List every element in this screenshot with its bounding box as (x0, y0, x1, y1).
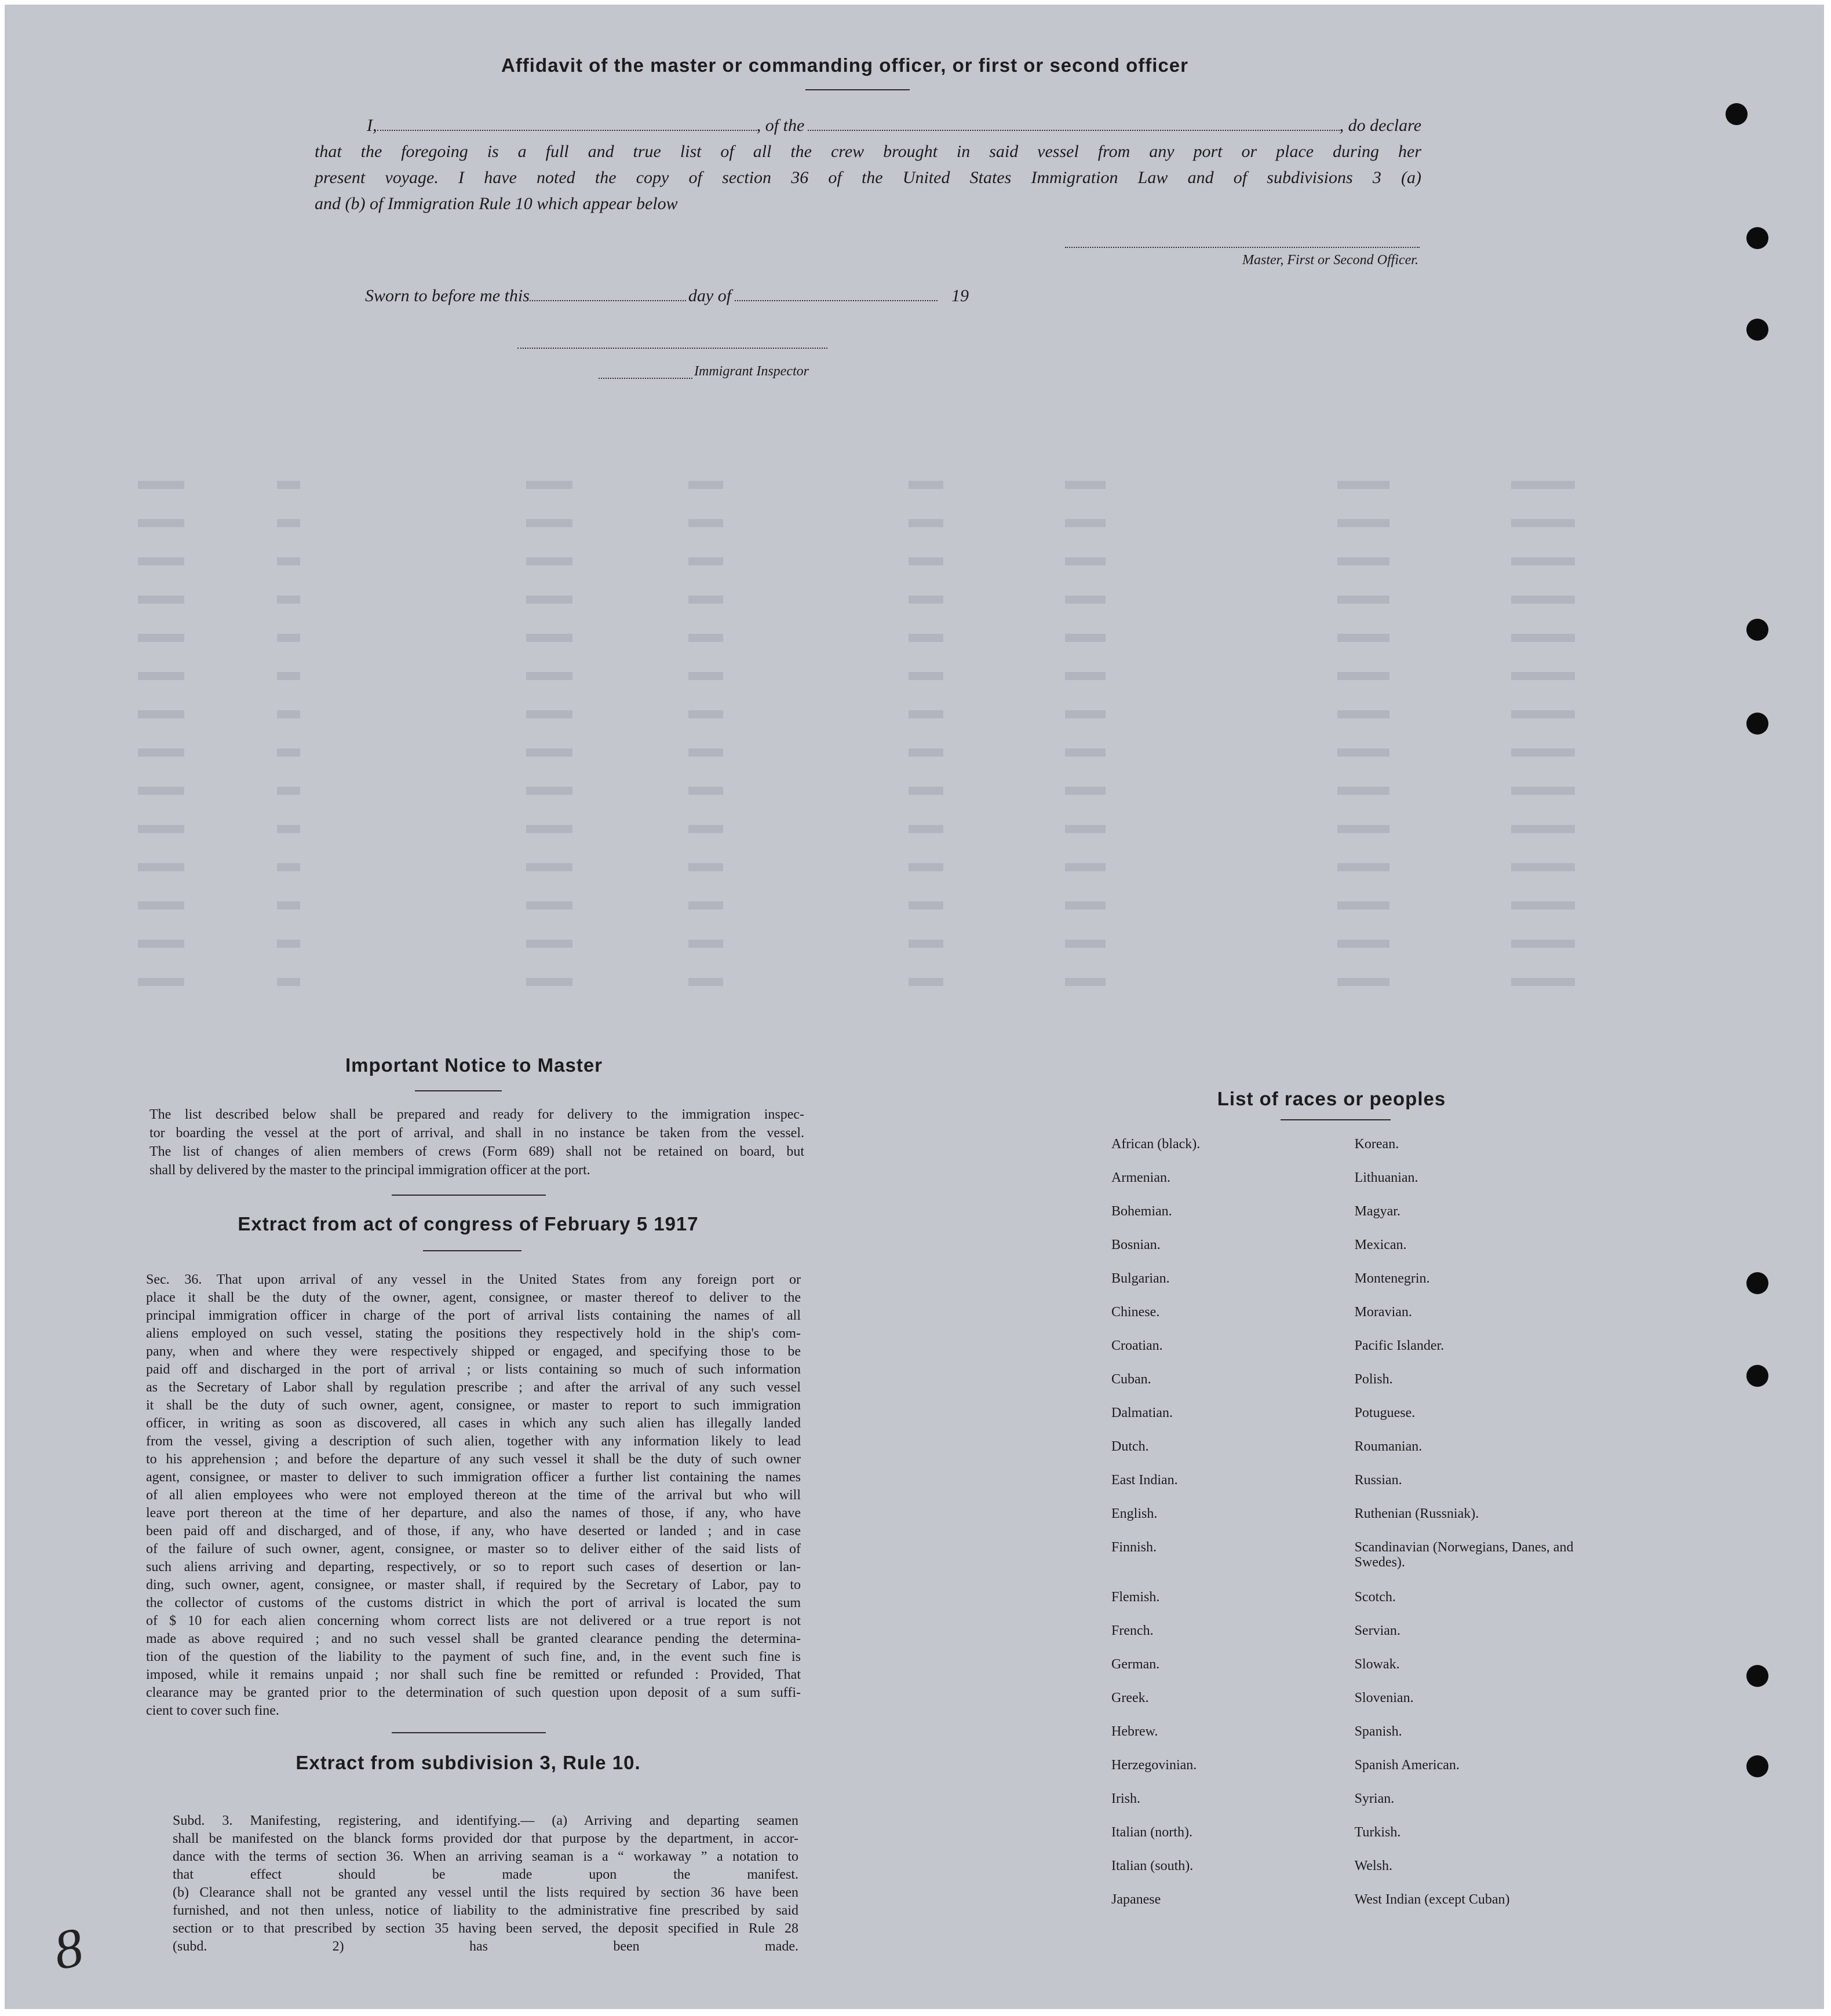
ghost-mark (1337, 787, 1389, 795)
ghost-mark (1337, 557, 1389, 565)
text-line: (b) Clearance shall not be granted any vessel until the lists required by section 36 have been (173, 1885, 798, 1900)
race-right: Scotch. (1354, 1590, 1396, 1605)
ghost-mark (138, 940, 184, 948)
race-left: Dutch. (1111, 1439, 1149, 1454)
ghost-mark (526, 519, 572, 527)
ghost-mark (909, 940, 943, 948)
ghost-mark (1511, 634, 1575, 642)
text-line: cient to cover such fine. (146, 1703, 279, 1718)
ghost-mark (277, 748, 300, 757)
ghost-mark (1511, 672, 1575, 680)
race-right: West Indian (except Cuban) (1354, 1892, 1510, 1907)
ghost-mark (277, 596, 300, 604)
ghost-mark (688, 901, 723, 910)
race-row (1111, 1825, 1575, 1858)
race-row (1111, 1758, 1575, 1791)
race-right: Welsh. (1354, 1858, 1392, 1873)
text-line: officer, in writing as soon as discovered, all cases in which any such alien has illegally landed (146, 1416, 801, 1431)
ghost-mark (1065, 825, 1106, 833)
signature-line[interactable] (1065, 247, 1420, 248)
ghost-mark (277, 978, 300, 986)
race-left: Hebrew. (1111, 1724, 1158, 1739)
race-right: Slovenian. (1354, 1690, 1414, 1705)
notice-divider (392, 1195, 546, 1196)
text-line: as the Secretary of Labor shall by regulation prescribe ; and after the arrival of any such vessel (146, 1380, 801, 1395)
ghost-mark (1337, 825, 1389, 833)
ghost-mark (909, 519, 943, 527)
ghost-mark (1065, 481, 1106, 489)
ghost-mark (526, 748, 572, 757)
text-line: leave port thereon at the time of her departure, and also the names of those, if any, who have (146, 1506, 801, 1521)
race-right: Lithuanian. (1354, 1170, 1418, 1185)
race-right: Spanish. (1354, 1724, 1402, 1739)
sworn-month-blank[interactable] (735, 300, 938, 301)
text-line: section or to that prescribed by section 35 having been served, the deposit specified in Rule 28 (173, 1921, 798, 1936)
text-line: such aliens arriving and departing, respectively, or so to report such cases of desertion or lan- (146, 1560, 801, 1575)
race-row (1111, 1506, 1575, 1540)
ghost-mark (909, 863, 943, 871)
race-left: Bulgarian. (1111, 1271, 1170, 1286)
ghost-mark (909, 748, 943, 757)
ghost-mark (1337, 519, 1389, 527)
ghost-mark (1065, 787, 1106, 795)
text-line: from the vessel, giving a description of such alien, together with any information likely to lead (146, 1434, 801, 1449)
ghost-mark (1065, 519, 1106, 527)
act-rule (423, 1250, 521, 1251)
race-left: Armenian. (1111, 1170, 1170, 1185)
ghost-mark (526, 710, 572, 718)
ghost-mark (1065, 863, 1106, 871)
ghost-mark (138, 710, 184, 718)
punch-hole (1746, 1665, 1768, 1687)
rule-title: Extract from subdivision 3, Rule 10. (296, 1752, 641, 1773)
text-line: Sec. 36. That upon arrival of any vessel in the United States from any foreign port or (146, 1272, 801, 1287)
race-left: Italian (south). (1111, 1858, 1194, 1873)
races-rule (1281, 1119, 1391, 1120)
ghost-mark (688, 748, 723, 757)
ghost-mark (526, 940, 572, 948)
ghost-mark (1511, 519, 1575, 527)
text-line: paid off and discharged in the port of arrival ; or lists containing so much of such information (146, 1362, 801, 1377)
ghost-mark (1065, 634, 1106, 642)
inspector-signature-line[interactable] (517, 348, 827, 349)
ghost-mark (277, 787, 300, 795)
ghost-mark (688, 481, 723, 489)
ghost-mark (688, 557, 723, 565)
race-right: Slowak. (1354, 1657, 1400, 1672)
page-number: 8 (49, 1915, 87, 1982)
ghost-mark (526, 596, 572, 604)
ghost-mark (1511, 901, 1575, 910)
race-right: Scandinavian (Norwegians, Danes, and Swedes). (1354, 1540, 1574, 1570)
text-line: of the failure of such owner, agent, consignee, or master so to deliver either of the said lists of (146, 1542, 801, 1557)
text-line: tor boarding the vessel at the port of arrival, and shall in no instance be taken from the vessel. (149, 1126, 804, 1141)
races-table (1111, 1137, 1575, 1926)
race-row (1111, 1204, 1575, 1237)
text-line: furnished, and not then unless, notice of liability to the administrative fine prescribed by said (173, 1903, 798, 1918)
ghost-mark (1511, 596, 1575, 604)
punch-hole (1746, 227, 1768, 249)
ghost-mark (1337, 634, 1389, 642)
ghost-mark (526, 672, 572, 680)
punch-hole (1726, 103, 1748, 125)
text-line: it shall be the duty of such owner, agent, consignee, or master to report to such immigration (146, 1398, 801, 1413)
race-left: English. (1111, 1506, 1158, 1521)
punch-hole (1746, 319, 1768, 341)
race-left: Dalmatian. (1111, 1405, 1173, 1420)
ghost-mark (909, 672, 943, 680)
ghost-mark (688, 672, 723, 680)
text-line: pany, when and where they were respectively shipped or engaged, and specifying those to be (146, 1344, 801, 1359)
text-line: the collector of customs of the customs district in which the port of arrival is located the sum (146, 1595, 801, 1610)
race-left: African (black). (1111, 1137, 1201, 1152)
text-line: place it shall be the duty of the owner, agent, consignee, or master thereof to deliver to the (146, 1290, 801, 1305)
text-line: dance with the terms of section 36. When an arriving seaman is a “ workaway ” a notation to (173, 1849, 798, 1864)
notice-text (149, 1105, 804, 1179)
ghost-mark (1511, 557, 1575, 565)
text-line: The list described below shall be prepared and ready for delivery to the immigration inspec- (149, 1107, 804, 1122)
punch-hole (1746, 1365, 1768, 1387)
text-line: agent, consignee, or master to deliver to such immigration officer a further list containing the names (146, 1470, 801, 1485)
race-row (1111, 1271, 1575, 1305)
ghost-mark (1065, 557, 1106, 565)
ghost-mark (688, 596, 723, 604)
race-row (1111, 1892, 1575, 1926)
ghost-mark (526, 863, 572, 871)
text-line: aliens employed on such vessel, stating the positions they respectively hold in the ship's com- (146, 1326, 801, 1341)
text-line: The list of changes of alien members of crews (Form 689) shall not be retained on board, but (149, 1144, 804, 1159)
manifest-page (5, 5, 1824, 2009)
sworn-day-of: day of (688, 286, 732, 305)
act-title: Extract from act of congress of February 5 1917 (238, 1213, 699, 1235)
ghost-mark (277, 901, 300, 910)
ghost-mark (138, 596, 184, 604)
race-left: Croatian. (1111, 1338, 1163, 1353)
ghost-mark (1337, 863, 1389, 871)
sworn-year: 19 (951, 286, 969, 305)
ghost-mark (909, 901, 943, 910)
text-line: of $ 10 for each alien concerning whom correct lists are not delivered or a true report is not (146, 1613, 801, 1628)
ghost-mark (277, 519, 300, 527)
punch-hole (1746, 1272, 1768, 1294)
ghost-mark (688, 825, 723, 833)
ghost-mark (688, 634, 723, 642)
ghost-mark (1511, 940, 1575, 948)
ghost-mark (1337, 978, 1389, 986)
race-left: Italian (north). (1111, 1825, 1192, 1840)
race-left: Finnish. (1111, 1540, 1157, 1555)
race-row (1111, 1590, 1575, 1623)
sworn-label: Sworn to before me this (365, 286, 530, 305)
name-blank[interactable] (377, 129, 757, 131)
ghost-mark (1337, 748, 1389, 757)
ghost-mark (277, 557, 300, 565)
race-right: Polish. (1354, 1372, 1393, 1387)
ghost-mark (277, 481, 300, 489)
ghost-mark (1511, 863, 1575, 871)
inspector-label: Immigrant Inspector (694, 364, 809, 379)
ghost-mark (526, 634, 572, 642)
race-row (1111, 1305, 1575, 1338)
race-right: Magyar. (1354, 1204, 1400, 1219)
ghost-mark (1337, 672, 1389, 680)
affidavit-of-the: , of the (756, 116, 805, 135)
ghost-mark (138, 519, 184, 527)
ghost-mark (526, 481, 572, 489)
affidavit-line-3: present voyage. I have noted the copy of section 36 of the United States Immigration Law and of subdivisions 3 (a) (315, 168, 1421, 187)
race-right: Mexican. (1354, 1237, 1407, 1252)
ghost-mark (1511, 978, 1575, 986)
ghost-mark (1511, 481, 1575, 489)
text-line: principal immigration officer in charge of the port of arrival lists containing the names of all (146, 1308, 801, 1323)
ghost-mark (909, 596, 943, 604)
race-row (1111, 1690, 1575, 1724)
race-row (1111, 1137, 1575, 1170)
race-row (1111, 1657, 1575, 1690)
ghost-mark (1337, 481, 1389, 489)
ghost-mark (909, 557, 943, 565)
race-right: Russian. (1354, 1473, 1402, 1488)
ghost-mark (277, 863, 300, 871)
ghost-mark (688, 940, 723, 948)
sworn-day-blank[interactable] (530, 300, 686, 301)
races-title: List of races or peoples (1217, 1088, 1446, 1109)
race-row (1111, 1372, 1575, 1405)
race-row (1111, 1724, 1575, 1758)
race-left: Chinese. (1111, 1305, 1160, 1320)
ghost-mark (688, 787, 723, 795)
text-line: made as above required ; and no such vessel shall be granted clearance pending the determina- (146, 1631, 801, 1646)
affidavit-title: Affidavit of the master or commanding officer, or first or second officer (501, 54, 1188, 76)
race-row (1111, 1473, 1575, 1506)
race-row (1111, 1540, 1575, 1590)
ghost-mark (138, 748, 184, 757)
punch-hole (1746, 1755, 1768, 1777)
race-row (1111, 1791, 1575, 1825)
race-right: Spanish American. (1354, 1758, 1460, 1773)
race-row (1111, 1858, 1575, 1892)
affidavit-declaration (315, 112, 1421, 217)
signature-label: Master, First or Second Officer. (1242, 253, 1418, 268)
ghost-mark (688, 863, 723, 871)
ghost-mark (1065, 596, 1106, 604)
ghost-mark (1065, 940, 1106, 948)
race-right: Korean. (1354, 1137, 1399, 1152)
ghost-mark (1337, 710, 1389, 718)
race-right: Roumanian. (1354, 1439, 1423, 1454)
ghost-mark (138, 557, 184, 565)
punch-hole (1746, 619, 1768, 641)
ghost-mark (277, 825, 300, 833)
race-left: Herzegovinian. (1111, 1758, 1197, 1773)
ghost-mark (138, 825, 184, 833)
text-line: tion of the question of the liability to the payment of such fine, and, in the event such fine is (146, 1649, 801, 1664)
race-row (1111, 1338, 1575, 1372)
race-left: Bosnian. (1111, 1237, 1161, 1252)
ghost-mark (526, 901, 572, 910)
race-right: Montenegrin. (1354, 1271, 1430, 1286)
ghost-mark (1511, 825, 1575, 833)
text-line: clearance may be granted prior to the determination of such question upon deposit of a sum suffi- (146, 1685, 801, 1700)
ghost-mark (138, 787, 184, 795)
text-line: been paid off and discharged, and of those, if any, who have deserted or landed ; and in case (146, 1524, 801, 1539)
ghost-mark (526, 787, 572, 795)
ghost-mark (138, 634, 184, 642)
ghost-mark (688, 519, 723, 527)
ghost-mark (1337, 596, 1389, 604)
ghost-mark (277, 940, 300, 948)
ghost-mark (277, 634, 300, 642)
race-left: Irish. (1111, 1791, 1140, 1806)
ghost-mark (277, 672, 300, 680)
ghost-mark (688, 978, 723, 986)
affidavit-i: I, (367, 116, 377, 135)
punch-hole (1746, 713, 1768, 735)
race-right: Syrian. (1354, 1791, 1395, 1806)
race-left: Flemish. (1111, 1590, 1160, 1605)
text-line: to his apprehension ; and before the departure of any such vessel it shall be the duty of such owner (146, 1452, 801, 1467)
rule-text (173, 1812, 798, 1956)
text-line: (subd. 2) has been made. (173, 1939, 798, 1954)
race-right: Moravian. (1354, 1305, 1412, 1320)
ghost-mark (138, 481, 184, 489)
race-left: East Indian. (1111, 1473, 1178, 1488)
ghost-mark (526, 825, 572, 833)
text-line: that effect should be made upon the manifest. (173, 1867, 798, 1882)
ghost-mark (1065, 710, 1106, 718)
ghost-mark (909, 710, 943, 718)
inspector-short-line (599, 378, 692, 379)
ghost-mark (138, 901, 184, 910)
title-rule (805, 89, 910, 90)
sworn-line (365, 286, 1060, 306)
ghost-mark (688, 710, 723, 718)
text-line: of all alien employees who were not employed thereon at the time of the arrival but who will (146, 1488, 801, 1503)
ghost-mark (1065, 978, 1106, 986)
ghost-mark (138, 863, 184, 871)
text-line: shall by delivered by the master to the principal immigration officer at the port. (149, 1163, 590, 1178)
affidavit-line-2: that the foregoing is a full and true list of all the crew brought in said vessel from any port or place during her (315, 142, 1421, 161)
ghost-mark (1511, 787, 1575, 795)
ghost-mark (1511, 748, 1575, 757)
race-row (1111, 1439, 1575, 1473)
ghost-mark (909, 825, 943, 833)
ghost-mark (1065, 748, 1106, 757)
race-row (1111, 1237, 1575, 1271)
text-line: shall be manifested on the blanck forms provided dor that purpose by the department, in accor- (173, 1831, 798, 1846)
ghost-mark (138, 978, 184, 986)
ghost-mark (138, 672, 184, 680)
text-line: Subd. 3. Manifesting, registering, and identifying.— (a) Arriving and departing seamen (173, 1813, 798, 1828)
ghost-mark (526, 978, 572, 986)
notice-title: Important Notice to Master (345, 1054, 603, 1076)
act-divider (392, 1732, 546, 1733)
ghost-mark (526, 557, 572, 565)
affidavit-line-4: and (b) of Immigration Rule 10 which appear below (315, 194, 678, 213)
race-left: Cuban. (1111, 1372, 1151, 1387)
race-left: French. (1111, 1623, 1154, 1638)
race-row (1111, 1623, 1575, 1657)
race-right: Potuguese. (1354, 1405, 1416, 1420)
text-line: imposed, while it remains unpaid ; nor shall such fine be remitted or refunded : Provided, That (146, 1667, 801, 1682)
ghost-mark (909, 634, 943, 642)
ghost-mark (909, 978, 943, 986)
ghost-mark (1065, 672, 1106, 680)
race-right: Pacific Islander. (1354, 1338, 1445, 1353)
act-text (146, 1271, 801, 1720)
affidavit-declare: , do declare (1339, 116, 1422, 135)
race-left: Bohemian. (1111, 1204, 1172, 1219)
race-right: Turkish. (1354, 1825, 1401, 1840)
ghost-mark (909, 481, 943, 489)
race-right: Ruthenian (Russniak). (1354, 1506, 1479, 1521)
race-right: Servian. (1354, 1623, 1400, 1638)
race-left: Greek. (1111, 1690, 1149, 1705)
race-row (1111, 1170, 1575, 1204)
race-left: German. (1111, 1657, 1160, 1672)
vessel-blank[interactable] (808, 129, 1339, 131)
race-row (1111, 1405, 1575, 1439)
ghost-mark (1337, 940, 1389, 948)
race-left: Japanese (1111, 1892, 1161, 1907)
text-line: ding, such owner, agent, consignee, or master shall, if required by the Secretary of Labor, pay to (146, 1577, 801, 1593)
ghost-mark (1511, 710, 1575, 718)
notice-rule (415, 1090, 502, 1091)
ghost-mark (277, 710, 300, 718)
ghost-mark (1065, 901, 1106, 910)
ghost-mark (1337, 901, 1389, 910)
ghost-mark (909, 787, 943, 795)
